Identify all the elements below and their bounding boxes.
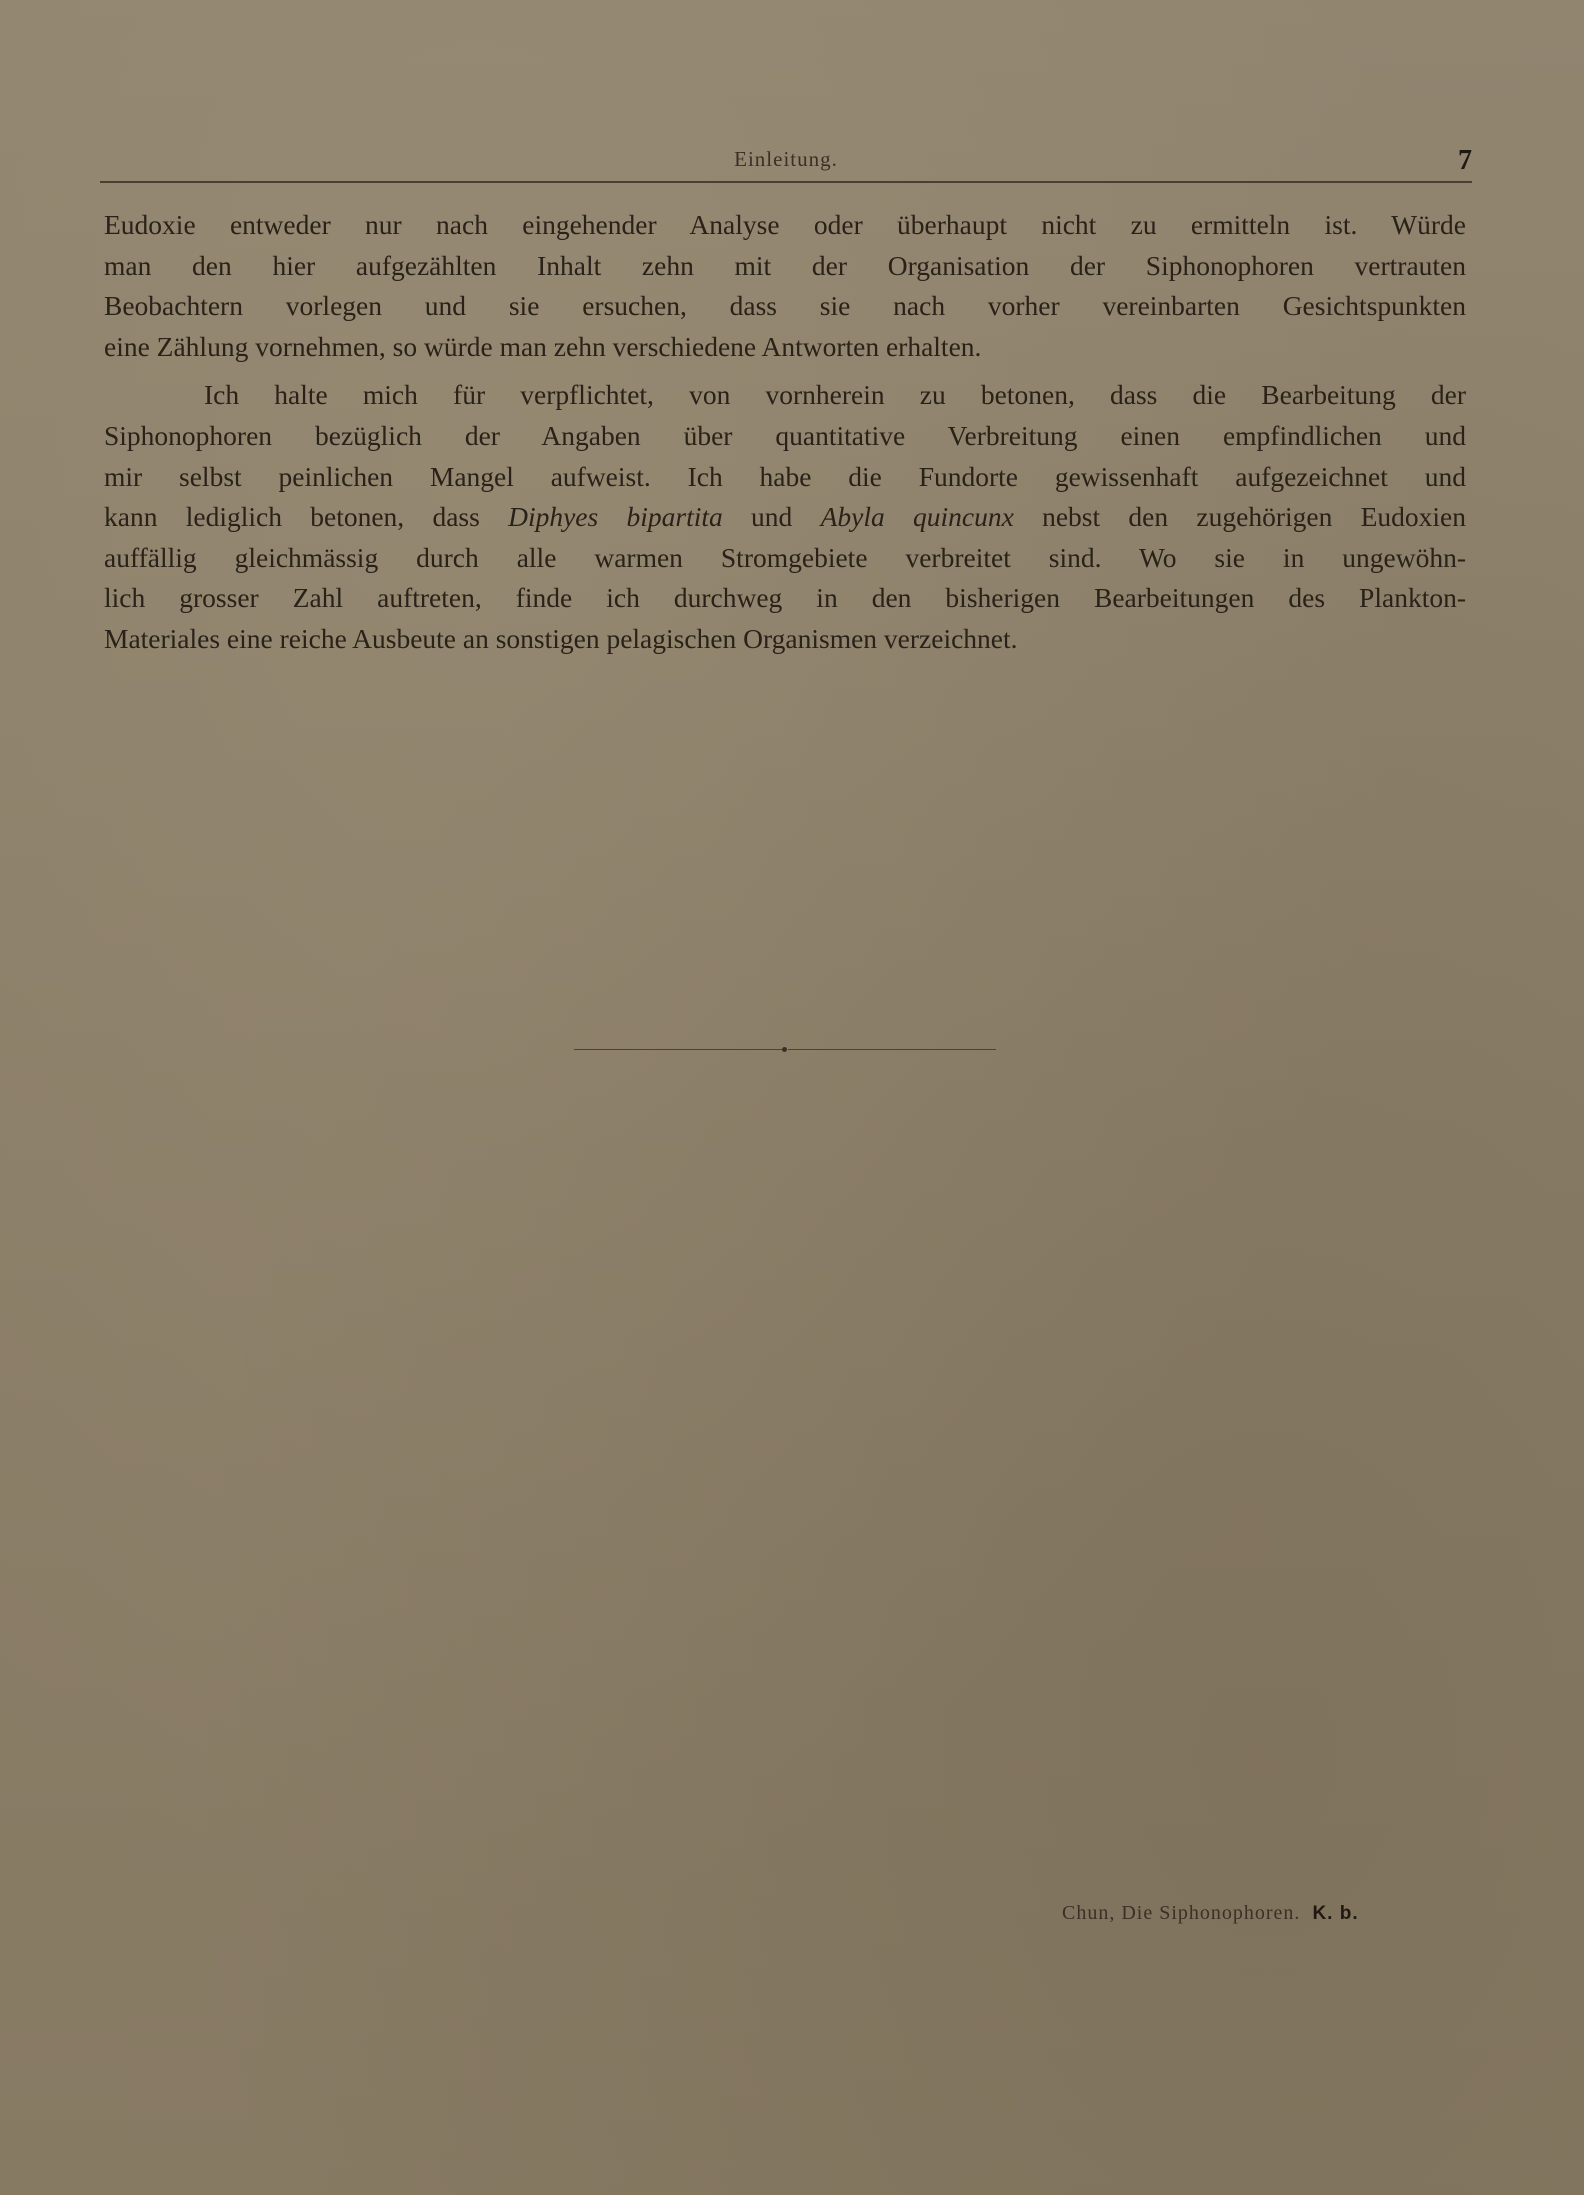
text-line: auffällig gleichmässig durch alle warmen Stromgebiete verbreitet sind. Wo sie in ungewöhn- xyxy=(104,541,1466,573)
text-line: lich grosser Zahl auftreten, finde ich durchweg in den bisherigen Bearbeitungen des Plankton- xyxy=(104,582,1466,614)
text-run: und xyxy=(722,501,821,533)
divider-dot-icon xyxy=(782,1047,787,1052)
text-line xyxy=(104,497,1466,538)
signature-text: Chun, Die Siphonophoren. xyxy=(1062,1902,1301,1924)
text-line: Ich halte mich für verpflichtet, von vornherein zu betonen, dass die Bearbeitung der xyxy=(204,379,1466,411)
text-line: eine Zählung vornehmen, so würde man zehn verschiedene Antworten erhalten. xyxy=(104,330,982,362)
text-line: Materiales eine reiche Ausbeute an sonstigen pelagischen Organismen verzeichnet. xyxy=(104,622,1018,654)
divider-line-left xyxy=(574,1049,784,1050)
species-name-abyla: Abyla quincunx xyxy=(820,501,1014,533)
page-number: 7 xyxy=(1458,145,1472,176)
species-name-diphyes: Diphyes bipartita xyxy=(508,501,723,533)
running-title: Einleitung. xyxy=(734,147,838,171)
text-line: mir selbst peinlichen Mangel aufweist. Ich habe die Fundorte gewissenhaft aufgezeichnet und xyxy=(104,460,1466,492)
paragraph-1 xyxy=(104,205,1466,367)
signature-line xyxy=(1062,1902,1359,1925)
text-line: Beobachtern vorlegen und sie ersuchen, dass sie nach vorher vereinbarten Gesichtspunkten xyxy=(104,290,1466,322)
text-run: kann lediglich betonen, dass xyxy=(104,501,509,533)
paragraph-2 xyxy=(104,375,1466,659)
text-line: Siphonophoren bezüglich der Angaben über quantitative Verbreitung einen empfindlichen und xyxy=(104,419,1466,451)
divider-line-right xyxy=(788,1049,996,1050)
text-run: nebst den zugehörigen Eudoxien xyxy=(1013,501,1466,533)
text-line: Eudoxie entweder nur nach eingehender Analyse oder überhaupt nicht zu ermitteln ist. Würde xyxy=(104,209,1466,240)
body-text xyxy=(104,205,1466,660)
signature-mark: K. b. xyxy=(1312,1903,1359,1924)
text-line: man den hier aufgezählten Inhalt zehn mit der Organisation der Siphonophoren vertrauten xyxy=(104,249,1466,281)
section-divider xyxy=(574,1048,996,1052)
running-header xyxy=(100,145,1472,183)
